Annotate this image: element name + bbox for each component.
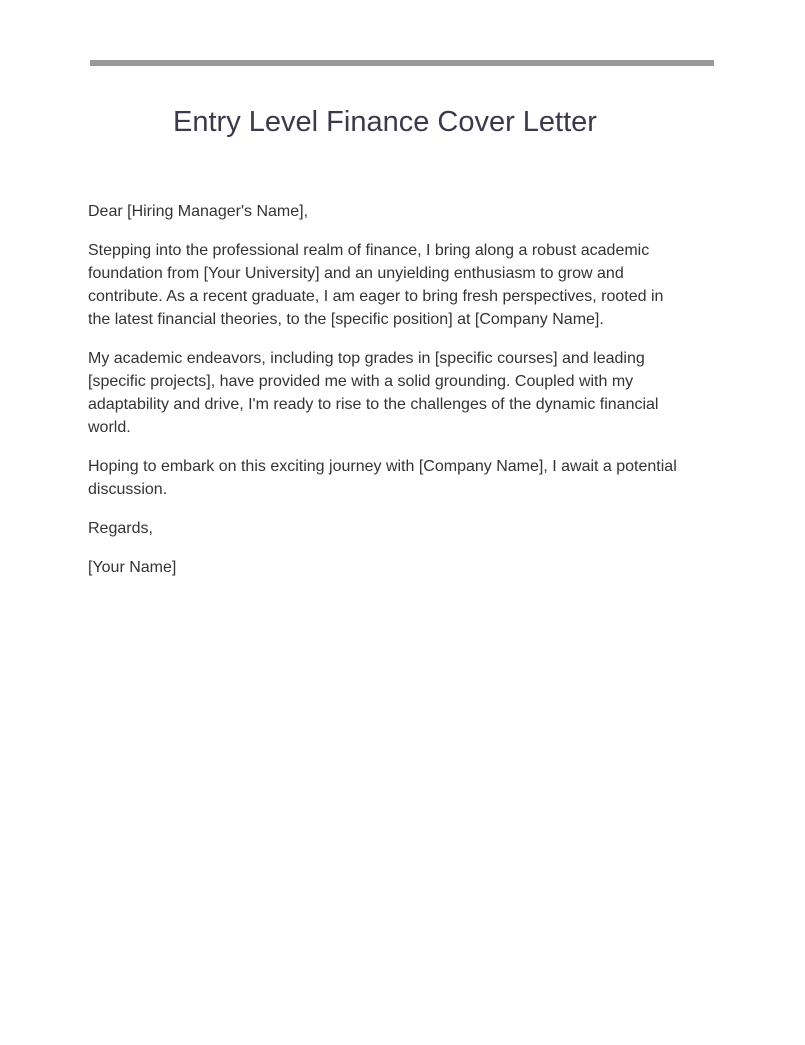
paragraph-1: Stepping into the professional realm of finance, I bring along a robust academic foundation from [Your University] and an unyielding enthusiasm to grow and contribute. As a recent graduate, I am eager to bring fresh perspectives, rooted in the latest financial theories, to the [specific position] at [Company Name]. — [88, 242, 664, 328]
page-title: Entry Level Finance Cover Letter — [173, 106, 597, 138]
top-divider — [90, 60, 714, 66]
salutation: Dear [Hiring Manager's Name], — [88, 203, 309, 220]
closing: Regards, — [88, 520, 153, 537]
letter-body — [88, 200, 688, 595]
paragraph-2: My academic endeavors, including top grades in [specific courses] and leading [specific projects], have provided me with a solid grounding. Coupled with my adaptability and drive, I'm ready to rise to the challenges of the dynamic financial world. — [88, 350, 659, 436]
paragraph-3: Hoping to embark on this exciting journey with [Company Name], I await a potential discussion. — [88, 458, 677, 498]
signature: [Your Name] — [88, 559, 177, 576]
